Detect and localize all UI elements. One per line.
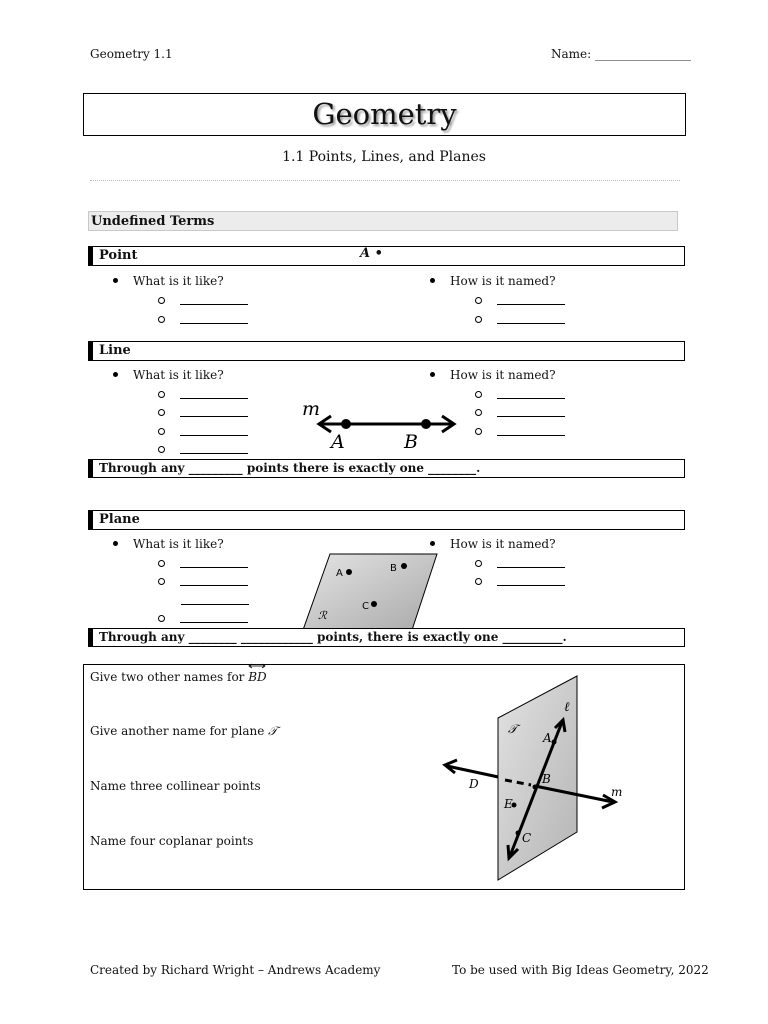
bullet-icon [430,372,435,377]
line-heading [88,341,685,361]
bullet-icon [113,372,118,377]
circle-bullet-icon [475,391,482,398]
bullet-icon [430,541,435,546]
line-overbar-icon [248,663,266,669]
plane-blank-3[interactable] [158,612,248,626]
point-blank-1[interactable] [158,294,248,308]
circle-bullet-icon [158,297,165,304]
circle-bullet-icon [158,428,165,435]
point-what-like [113,274,224,288]
line-what-like-text: What is it like? [133,368,224,382]
fig-label-e: E [504,797,513,811]
plane-point-c [371,601,377,607]
fig-label-t: 𝒯 [508,722,518,736]
name-field[interactable]: Name: ________________ [551,47,691,61]
fig-label-c: C [522,831,532,845]
page-title: Geometry [312,97,457,131]
fig-label-l: ℓ [564,700,570,715]
question-2-math: 𝒯 [268,724,278,738]
circle-bullet-icon [158,409,165,416]
plane-blank-2b[interactable] [181,594,249,605]
plane-lines-figure [435,670,635,885]
plane-figure [300,552,440,630]
point-heading-text: Point [99,248,138,263]
plane-postulate-text: Through any ________ ____________ points, there is exactly one __________. [99,630,567,644]
line-blank-1[interactable] [158,388,248,402]
bullet-icon [113,541,118,546]
plane-how-named-text: How is it named? [450,537,556,551]
plane-what-like [113,537,224,551]
plane-how-named [430,537,556,551]
section-undefined-terms: Undefined Terms [88,211,678,231]
point-what-like-text: What is it like? [133,274,224,288]
plane-point-a [346,569,352,575]
bullet-icon [113,278,118,283]
line-heading-text: Line [99,343,131,358]
point-name-blank-2[interactable] [475,313,565,327]
fig-label-d: D [469,777,479,791]
point-blank-2[interactable] [158,313,248,327]
question-4: Name four coplanar points [90,834,254,848]
line-blank-2[interactable] [158,406,248,420]
circle-bullet-icon [475,578,482,585]
line-how-named-text: How is it named? [450,368,556,382]
page-subtitle: 1.1 Points, Lines, and Planes [282,149,486,165]
circle-bullet-icon [158,578,165,585]
fig-label-b: B [542,772,551,786]
line-name-blank-1[interactable] [475,388,565,402]
question-3: Name three collinear points [90,779,261,793]
fig-point-c [516,831,521,836]
circle-bullet-icon [158,446,165,453]
circle-bullet-icon [158,391,165,398]
line-figure [295,395,470,455]
plane-heading [88,510,685,530]
divider [90,180,680,181]
plane-name-blank-2[interactable] [475,575,565,589]
circle-bullet-icon [158,316,165,323]
course-label: Geometry 1.1 [90,47,173,61]
point-how-named [430,274,556,288]
circle-bullet-icon [475,316,482,323]
line-what-like [113,368,224,382]
line-how-named [430,368,556,382]
line-postulate-text: Through any _________ points there is exactly one ________. [99,461,481,475]
plane-name-blank-1[interactable] [475,557,565,571]
plane-label-a: A [336,568,343,579]
plane-label-r: ℛ [318,609,327,622]
plane-label-b: B [390,563,397,574]
fig-point-a [552,740,557,745]
line-blank-3[interactable] [158,425,248,439]
line-name-blank-2[interactable] [475,406,565,420]
circle-bullet-icon [475,428,482,435]
title-box [83,93,686,136]
plane-what-like-text: What is it like? [133,537,224,551]
question-2-text: Give another name for plane [90,724,269,738]
circle-bullet-icon [158,560,165,567]
footer-source: To be used with Big Ideas Geometry, 2022 [452,963,709,977]
question-2 [90,724,277,739]
plane-blank-2[interactable] [158,575,248,589]
plane-postulate [88,628,685,647]
point-figure-label: A • [360,246,383,261]
plane-heading-text: Plane [99,512,140,527]
fig-label-m: m [611,785,623,799]
circle-bullet-icon [475,297,482,304]
fig-point-b [533,785,538,790]
line-blank-4[interactable] [158,443,248,457]
line-point-a [341,419,351,429]
plane-label-c: C [362,601,369,612]
question-1-text: Give two other names for [90,670,249,684]
question-1-math: BD [248,670,266,684]
line-point-b [421,419,431,429]
line-label-b: B [404,431,418,453]
circle-bullet-icon [475,560,482,567]
circle-bullet-icon [158,615,165,622]
fig-label-a: A [543,731,552,745]
plane-point-b [401,563,407,569]
point-heading [88,246,685,266]
point-name-blank-1[interactable] [475,294,565,308]
footer-author: Created by Richard Wright – Andrews Academy [90,963,381,977]
bullet-icon [430,278,435,283]
plane-blank-1[interactable] [158,557,248,571]
line-name-blank-3[interactable] [475,425,565,439]
circle-bullet-icon [475,409,482,416]
point-how-named-text: How is it named? [450,274,556,288]
line-label-a: A [331,431,345,453]
question-1 [90,670,267,684]
line-label-m: m [302,398,321,420]
line-postulate [88,459,685,478]
